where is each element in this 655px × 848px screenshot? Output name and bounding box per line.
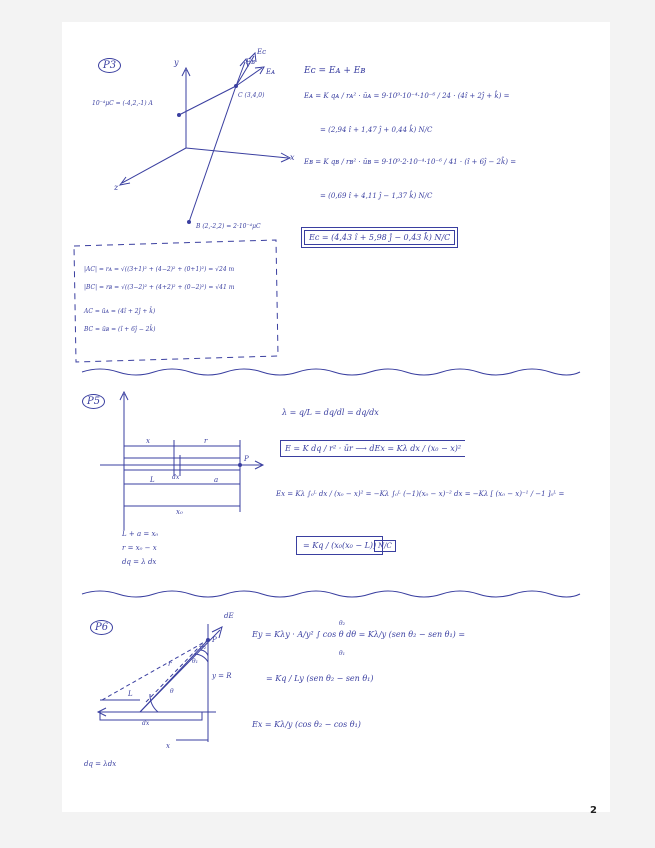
page-number: 2 — [590, 805, 597, 816]
p6-dx-label: dx — [142, 720, 150, 727]
p6-eq-ey-result: = Kq / Ly (sen θ₂ − sen θ₁) — [266, 674, 374, 683]
p3-eq-ea-result: = (2,94 î + 1,47 ĵ + 0,44 k̂) N/C — [320, 126, 433, 134]
p5-dim-x0: x₀ — [176, 508, 183, 516]
p6-eq-limit-lower: θ₁ — [339, 650, 346, 657]
p3-vector-ea-label: Eᴀ — [266, 68, 276, 76]
p3-note-ac-vector: AC = ūᴀ = (4î + 2ĵ + k̂) — [84, 308, 156, 315]
p5-rel-length: L + a = x₀ — [122, 530, 159, 538]
p6-problem-label: P6 — [90, 622, 113, 633]
p6-eq-ey: Ey = Kλy · A/y² ∫ cos θ dθ = Kλ/y (sen θ₂ − sen θ₁) = — [252, 630, 466, 639]
p6-theta-label: θ — [170, 688, 174, 695]
p5-dim-a: a — [214, 476, 219, 484]
p3-note-bc-distance: |BC| = rʙ = √((3−2)² + (4+2)² + (0−2)²) = √41 m — [84, 284, 235, 291]
p6-eq-ex: Ex = Kλ/y (cos θ₂ − cos θ₁) — [252, 720, 361, 729]
p5-eq-ex-integral: Ex = Kλ ∫₀ᴸ dx / (x₀ − x)² = −Kλ ∫₀ᴸ (−1)(x₀ − x)⁻² dx = −Kλ [ (x₀ − x)⁻¹ / −1 ]₀ᴸ = — [276, 490, 565, 498]
p3-eq-eb-result: = (0,69 î + 4,11 ĵ − 1,37 k̂) N/C — [320, 192, 433, 200]
p5-eq-de: E = K dq / r² · ūr ⟶ dEx = Kλ dx / (x₀ − x)² — [280, 440, 465, 457]
p5-eq-result-box: = Kq / (x₀(x₀ − L)) — [296, 536, 383, 555]
p6-eq-limit-upper: θ₂ — [339, 620, 346, 627]
p3-final-result-box: Eᴄ = (4,43 î + 5,98 ĵ − 0,43 k̂) N/C — [304, 230, 455, 245]
p5-eq-lambda: λ = q/L = dq/dl = dq/dx — [282, 408, 379, 417]
p6-l-label: L — [128, 690, 133, 698]
p6-theta2-label: θ₂ — [200, 644, 207, 651]
p3-note-bc-vector: BC = ūʙ = (î + 6ĵ − 2k̂) — [84, 326, 156, 333]
p5-unit: N/C — [374, 540, 396, 552]
p3-eq-sum: Eᴄ = Eᴀ + Eʙ — [304, 66, 366, 76]
p5-rel-distance: r = x₀ − x — [122, 544, 157, 552]
p3-axis-y-label: y — [174, 58, 179, 67]
p5-point-p-label: P — [244, 455, 249, 463]
p6-x-label: x — [166, 742, 170, 750]
p6-rel-charge: dq = λdx — [84, 760, 117, 768]
p3-problem-label: P3 — [98, 60, 121, 71]
p5-dim-dx: dx — [172, 474, 180, 481]
p3-eq-eb: Eʙ = K qʙ / rʙ² · ūʙ = 9·10⁹·2·10⁻⁴·10⁻⁶ / 41 · (î + 6ĵ − 2k̂) = — [304, 158, 517, 166]
p6-r-label: r — [168, 660, 172, 668]
p6-point-p-label: P — [212, 636, 217, 644]
p6-point-p-dot — [206, 638, 210, 642]
p5-dim-r: r — [204, 437, 208, 445]
p3-vector-ec-label: Eᴄ — [257, 48, 267, 56]
p5-rel-charge: dq = λ dx — [122, 558, 157, 566]
p5-dim-x: x — [146, 437, 150, 445]
p3-point-b-label: B (2,-2,2) = 2·10⁻⁴μC — [196, 223, 261, 230]
p3-point-c-label: C (3,4,0) — [238, 92, 265, 99]
p3-note-ac-distance: |AC| = rᴀ = √((3+1)² + (4−2)² + (0+1)²) = √24 m — [84, 266, 235, 273]
p5-problem-label: P5 — [82, 396, 105, 407]
p6-y-r-label: y = R — [212, 672, 232, 680]
p6-de-label: dE — [224, 612, 234, 620]
p3-axis-x-label: x — [290, 153, 295, 162]
p3-eq-ea: Eᴀ = K qᴀ / rᴀ² · ūᴀ = 9·10⁹·10⁻⁴·10⁻⁶ / 24 · (4î + 2ĵ + k̂) = — [304, 92, 510, 100]
p5-dim-l: L — [150, 476, 155, 484]
p3-charge-a-label: 10⁻⁴μC = (-4,2,-1) A — [92, 100, 153, 107]
p3-vector-eb-label: Eʙ — [246, 58, 256, 66]
p3-axis-z-label: z — [114, 183, 119, 192]
p6-theta1-label: θ₁ — [192, 658, 199, 665]
